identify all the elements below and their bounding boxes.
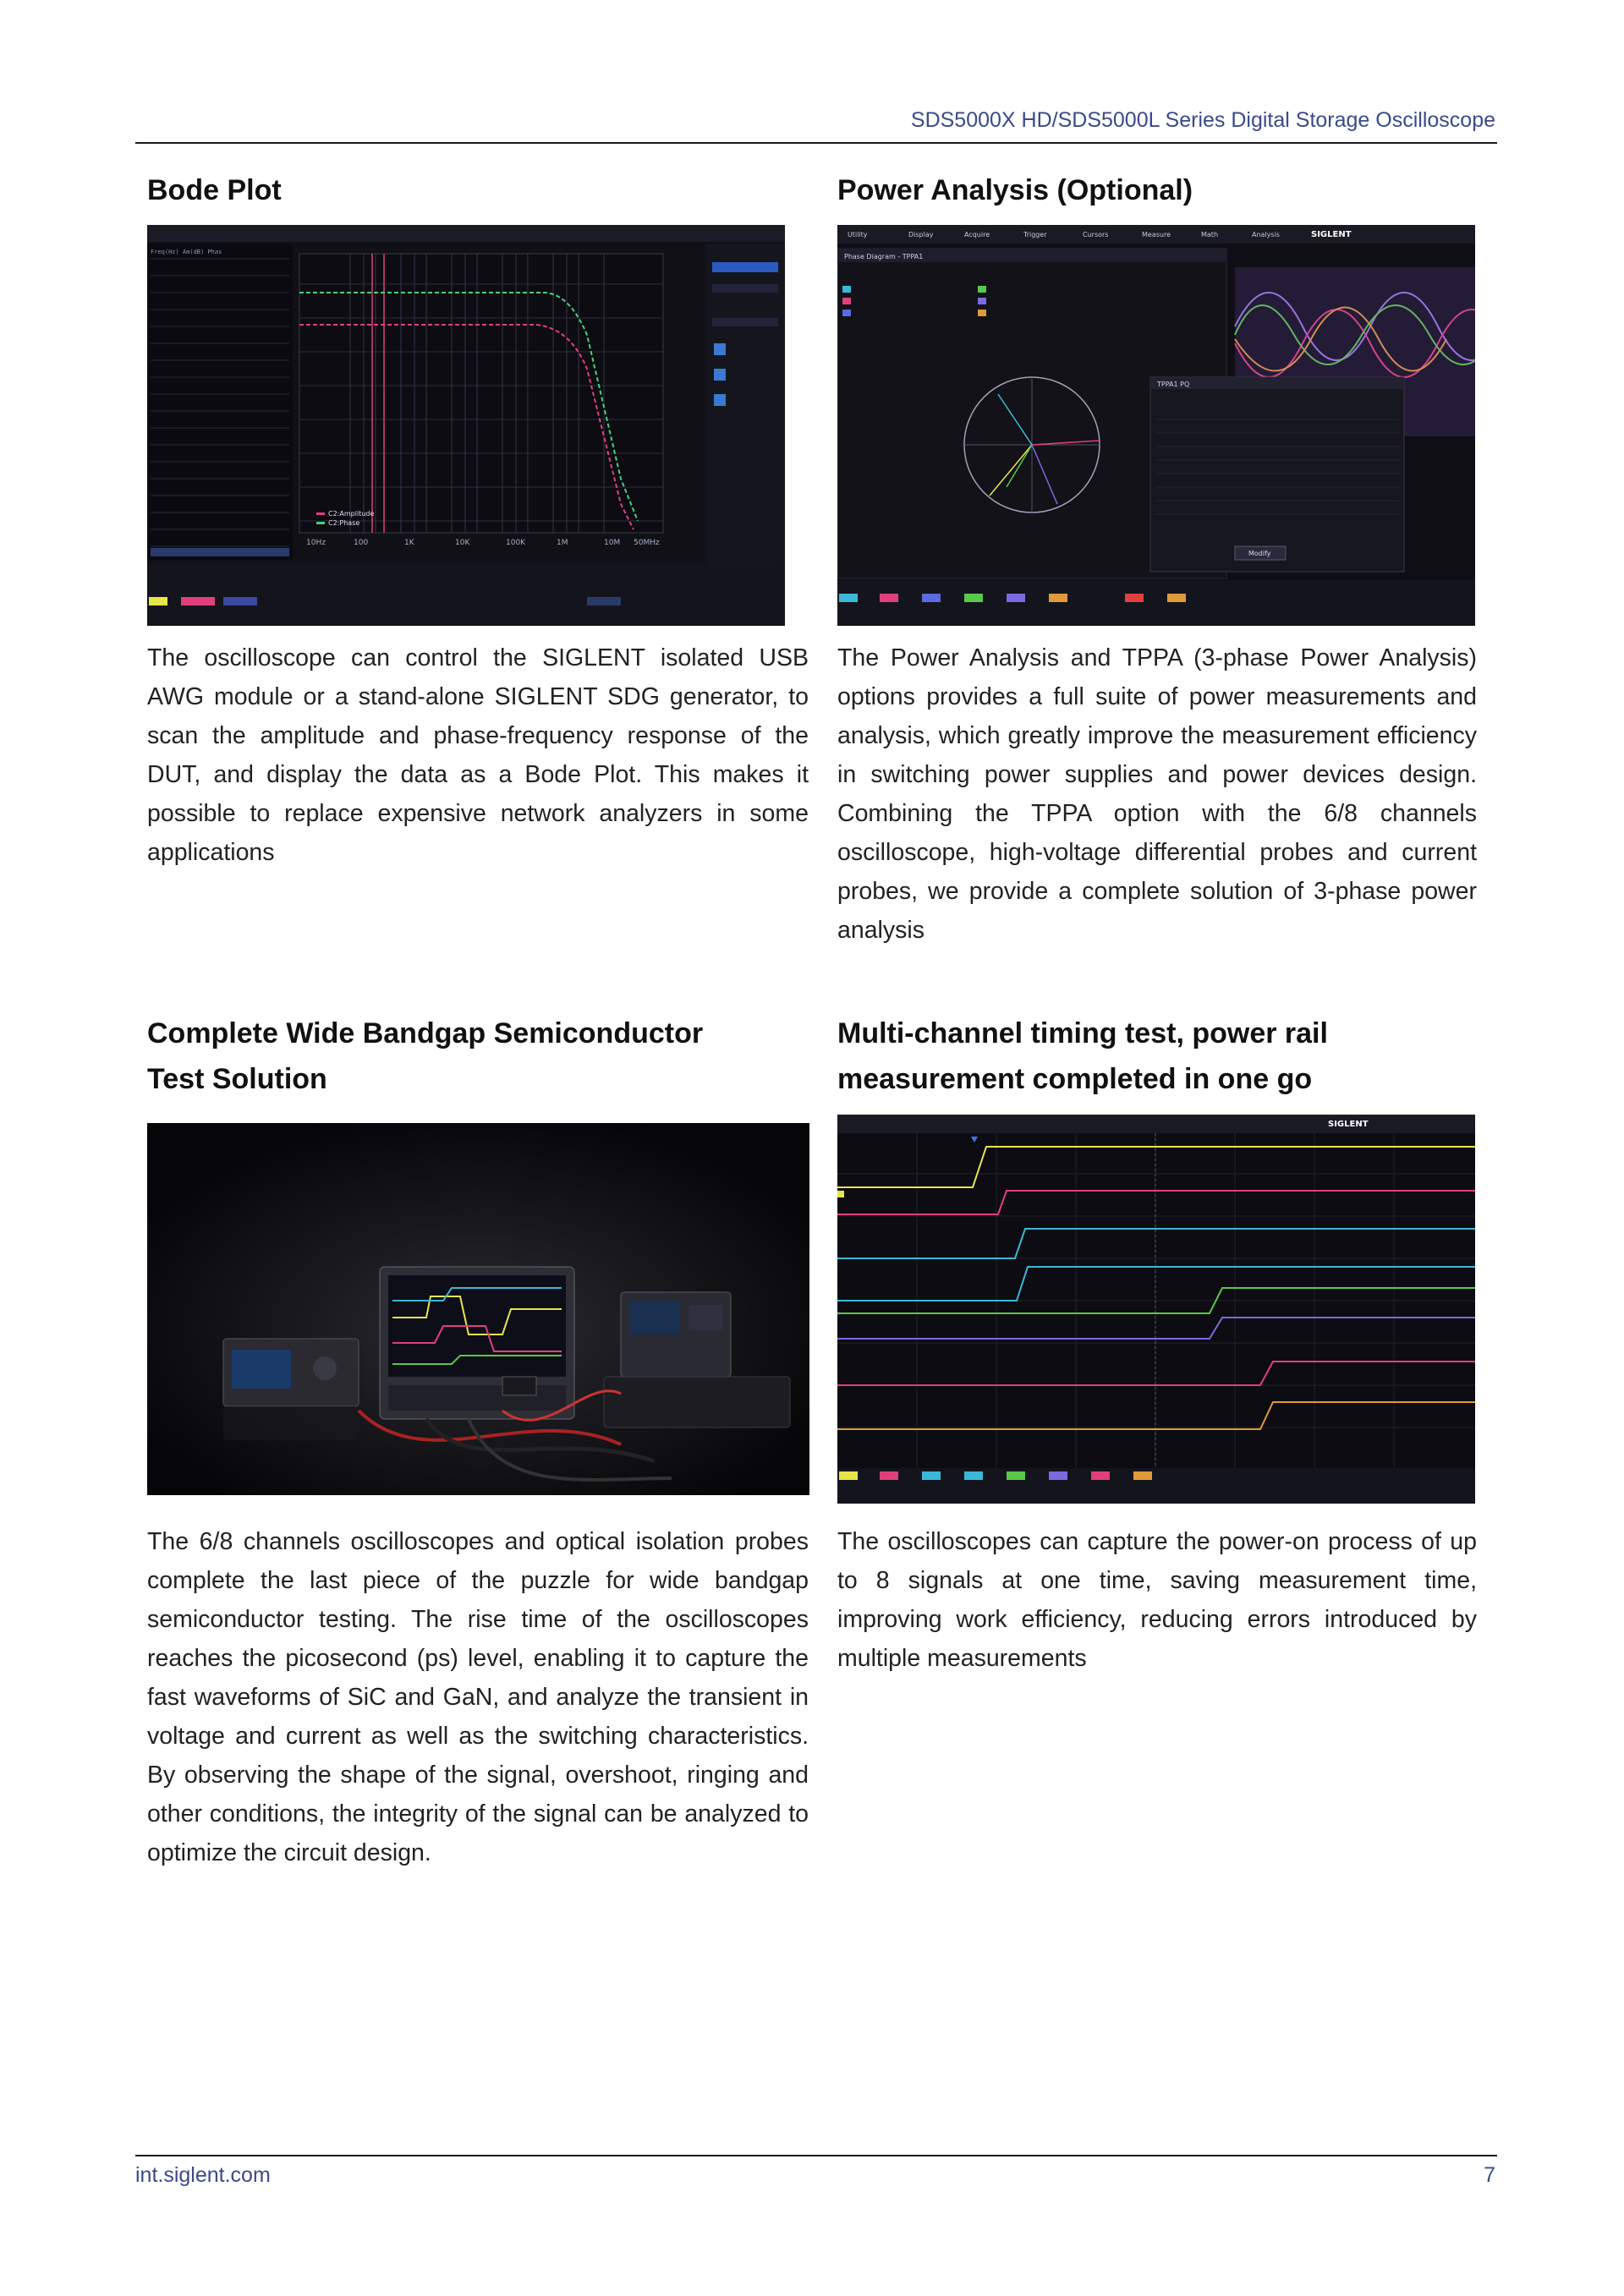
- menu-measure: Measure: [1142, 231, 1171, 238]
- svg-text:Freq(Hz) Am(dB) Phas: Freq(Hz) Am(dB) Phas: [151, 249, 222, 255]
- tppa-table-title: TPPA1 PQ: [1157, 381, 1190, 388]
- bode-freq-label: 1M: [557, 539, 568, 547]
- power-analysis-screenshot: [837, 225, 1475, 626]
- page-number: 7: [1484, 2163, 1495, 2187]
- bode-freq-label: 50MHz: [634, 539, 660, 547]
- document-header-title: SDS5000X HD/SDS5000L Series Digital Storage Oscilloscope: [910, 108, 1495, 132]
- bode-text: The oscilloscope can control the SIGLENT isolated USB AWG module or a stand-alone SIGLENT SDG generator, to scan the amplitude and phase-frequency response of the DUT, and display the data as a Bode Plot. This makes it possible to replace expensive network analyzers in some applications: [147, 644, 809, 866]
- menu-acquire: Acquire: [964, 231, 990, 238]
- multi-section: [837, 1011, 1477, 1102]
- bode-freq-label: 1K: [404, 539, 414, 547]
- multi-brand: SIGLENT: [1328, 1120, 1369, 1129]
- menu-math: Math: [1201, 231, 1219, 238]
- wbg-product-photo: [147, 1123, 809, 1495]
- footer-divider: [135, 2155, 1497, 2156]
- wbg-title-line1: Complete Wide Bandgap Semiconductor: [147, 1017, 704, 1049]
- bode-freq-label: 100K: [506, 539, 526, 547]
- multi-text: The oscilloscopes can capture the power-on process of up to 8 signals at one time, saving measurement time, improving work efficiency, reducing errors introduced by multiple measurements: [837, 1528, 1477, 1672]
- power-brand: SIGLENT: [1311, 230, 1352, 239]
- wbg-text: The 6/8 channels oscilloscopes and optical isolation probes complete the last piece of the puzzle for wide bandgap semiconductor testing. The rise time of the oscilloscopes reaches the picosecond (ps) level, enabling it to capture the fast waveforms of SiC and GaN, and analyze the transient in voltage and current as well as the switching characteristics. By observing the shape of the signal, overshoot, ringing and other conditions, the integrity of the signal can be analyzed to optimize the circuit design.: [147, 1528, 809, 1866]
- multi-title-line2: measurement completed in one go: [837, 1063, 1313, 1095]
- power-title: Power Analysis (Optional): [837, 174, 1193, 206]
- footer-url[interactable]: int.siglent.com: [135, 2163, 271, 2187]
- menu-display: Display: [908, 231, 934, 238]
- power-text: The Power Analysis and TPPA (3-phase Power Analysis) options provides a full suite of power measurements and analysis, which greatly improve the measurement efficiency in switching power supplies and power devices design. Combining the TPPA option with the 6/8 channels oscilloscope, high-voltage differential probes and current probes, we provide a complete solution of 3-phase power analysis: [837, 644, 1477, 944]
- bode-title: Bode Plot: [147, 174, 282, 206]
- menu-analysis: Analysis: [1252, 231, 1280, 238]
- power-section: [837, 167, 1477, 213]
- wbg-section: [147, 1011, 809, 1102]
- bode-legend-amplitude: C2:Amplitude: [328, 510, 375, 518]
- bode-freq-label: 10K: [455, 539, 470, 547]
- multi-channel-screenshot: [837, 1115, 1475, 1504]
- power-description: [837, 638, 1477, 950]
- wbg-description: [147, 1522, 809, 1872]
- bode-freq-label: 10Hz: [306, 539, 326, 547]
- bode-section: [147, 167, 809, 213]
- bode-freq-label: 10M: [604, 539, 621, 547]
- menu-trigger: Trigger: [1023, 231, 1047, 238]
- bode-freq-label: 100: [354, 539, 369, 547]
- wbg-title-line2: Test Solution: [147, 1063, 327, 1095]
- menu-utility: Utility: [848, 231, 868, 238]
- bode-plot-screenshot: [147, 225, 785, 626]
- phase-diagram-title: Phase Diagram - TPPA1: [844, 253, 924, 260]
- multi-title-line1: Multi-channel timing test, power rail: [837, 1017, 1328, 1049]
- modify-button[interactable]: Modify: [1248, 550, 1271, 557]
- multi-description: [837, 1522, 1477, 1678]
- bode-description: [147, 638, 809, 872]
- menu-cursors: Cursors: [1083, 231, 1109, 238]
- header-divider: [135, 142, 1497, 144]
- bode-legend-phase: C2:Phase: [328, 519, 360, 527]
